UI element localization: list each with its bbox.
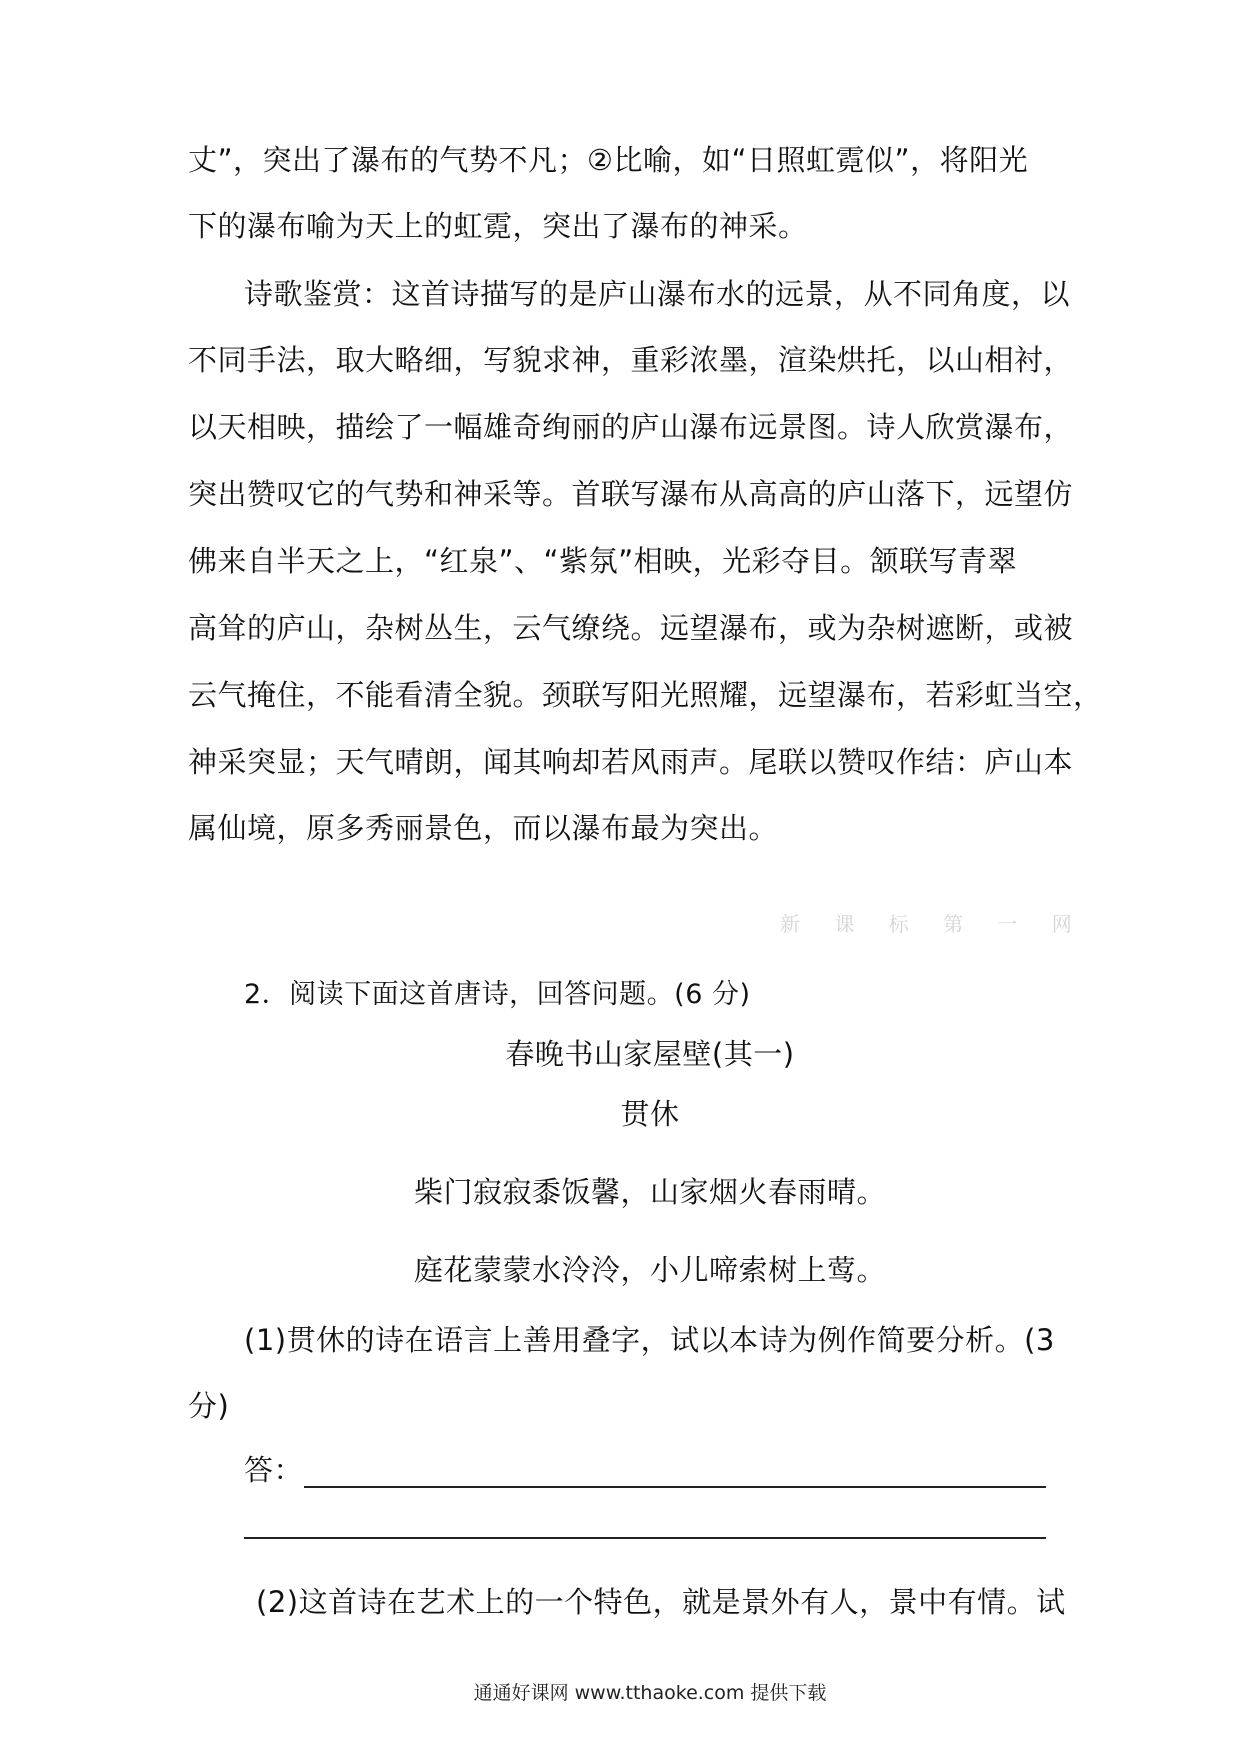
paragraph-2-line-5: 佛来自半天之上，“红泉”、“紫氛”相映，光彩夺目。颔联写青翠 [188,544,1018,578]
paragraph-1-line-2: 下的瀑布喻为天上的虹霓，突出了瀑布的神采。 [188,209,808,243]
answer-line-1[interactable] [304,1486,1046,1488]
sub-question-2-line-1: (2)这首诗在艺术上的一个特色，就是景外有人，景中有情。试 [256,1585,1066,1619]
paragraph-2-line-1: 诗歌鉴赏：这首诗描写的是庐山瀑布水的远景，从不同角度，以 [244,277,1071,311]
question-2-heading: 2．阅读下面这首唐诗，回答问题。(6 分) [244,979,751,1010]
answer-line-2[interactable] [244,1537,1046,1539]
poem-title: 春晚书山家屋壁(其一) [505,1037,795,1071]
poem-author: 贯休 [620,1097,680,1131]
watermark-text: 新 课 标 第 一 网 [780,912,1086,936]
paragraph-2-line-6: 高耸的庐山，杂树丛生，云气缭绕。远望瀑布，或为杂树遮断，或被 [188,611,1074,645]
poem-line-1: 柴门寂寂黍饭馨，山家烟火春雨晴。 [413,1175,886,1209]
poem-line-2: 庭花蒙蒙水泠泠，小儿啼索树上莺。 [413,1253,886,1287]
paragraph-2-line-9: 属仙境，原多秀丽景色，而以瀑布最为突出。 [188,811,779,845]
paragraph-2-line-3: 以天相映，描绘了一幅雄奇绚丽的庐山瀑布远景图。诗人欣赏瀑布， [188,410,1074,444]
paragraph-2-line-2: 不同手法，取大略细，写貌求神，重彩浓墨，渲染烘托，以山相衬， [188,343,1074,377]
paragraph-1-line-1: 丈”，突出了瀑布的气势不凡；②比喻，如“日照虹霓似”，将阳光 [188,143,1029,177]
paragraph-2-line-8: 神采突显；天气晴朗，闻其响却若风雨声。尾联以赞叹作结：庐山本 [188,745,1074,779]
answer-label: 答： [244,1453,304,1487]
sub-question-1-line-2: 分) [188,1389,230,1423]
sub-question-1-line-1: (1)贯休的诗在语言上善用叠字，试以本诗为例作简要分析。(3 [244,1323,1055,1357]
paragraph-2-line-4: 突出赞叹它的气势和神采等。首联写瀑布从高高的庐山落下，远望仿 [188,477,1074,511]
footer-credit: 通通好课网 www.tthaoke.com 提供下载 [473,1682,827,1704]
paragraph-2-line-7: 云气掩住，不能看清全貌。颈联写阳光照耀，远望瀑布，若彩虹当空， [188,678,1103,712]
